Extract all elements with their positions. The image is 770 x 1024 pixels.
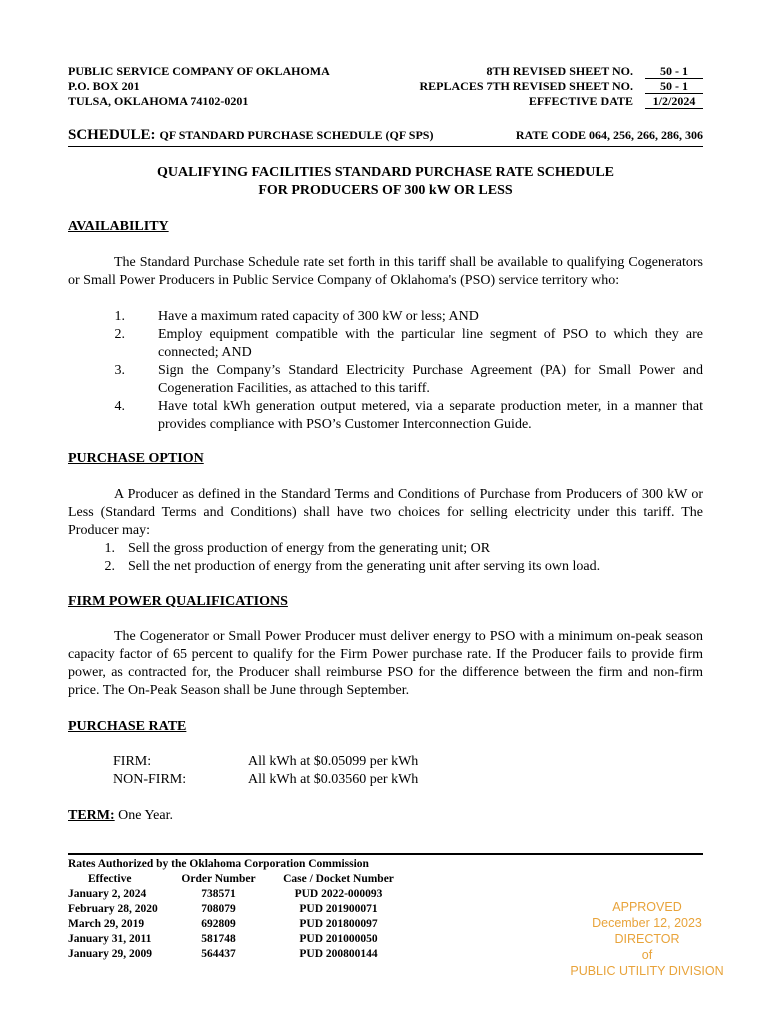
sheet-number-value: 50 - 1: [645, 65, 703, 79]
sheet-info-block: [419, 64, 703, 109]
list-item: [68, 308, 703, 326]
list-item-number: 1.: [104, 541, 115, 556]
list-item-number: 2.: [114, 327, 125, 342]
purchase-rate-table: [68, 753, 703, 789]
table-cell-order: 738571: [201, 888, 236, 900]
replaces-sheet-label: REPLACES 7TH REVISED SHEET NO.: [419, 79, 633, 93]
rate-label: NON-FIRM:: [113, 772, 187, 787]
schedule-line: [68, 126, 703, 147]
purchase-option-intro: A Producer as defined in the Standard Terms and Conditions of Purchase from Producers of 300 kW or Less (Standard Terms and Conditions) shall have two choices for selling electricity under this tariff. The Producer may:: [68, 487, 703, 538]
list-item: [68, 540, 703, 558]
table-cell-case: PUD 200800144: [299, 948, 378, 960]
column-header-case: Case / Docket Number: [283, 873, 394, 885]
purchase-option-list: [68, 540, 703, 576]
document-title: [68, 164, 703, 200]
company-name: PUBLIC SERVICE COMPANY OF OKLAHOMA: [68, 64, 330, 78]
rate-row-non-firm: [68, 771, 703, 789]
term-heading: TERM:: [68, 808, 115, 823]
list-item: [68, 362, 703, 398]
po-box: P.O. BOX 201: [68, 79, 140, 93]
availability-heading: AVAILABILITY: [68, 219, 169, 234]
list-item-number: 1.: [114, 309, 125, 324]
firm-power-text: The Cogenerator or Small Power Producer must deliver energy to PSO with a minimum on-peak season capacity factor of 65 percent to qualify for the Firm Power purchase rate. If the Producer fails to provide firm power, as contracted for, the Producer shall reimburse PSO for the difference between the firm and non-firm price. The On-Peak Season shall be June through September.: [68, 629, 703, 698]
rate-value: All kWh at $0.03560 per kWh: [248, 772, 419, 787]
title-line-2: FOR PRODUCERS OF 300 kW OR LESS: [258, 183, 513, 198]
availability-list: [68, 308, 703, 434]
term-line: [68, 807, 703, 825]
replaces-sheet-row: [419, 79, 703, 94]
list-item-number: 2.: [104, 559, 115, 574]
table-cell-effective: January 31, 2011: [68, 933, 152, 945]
list-item-text: Employ equipment compatible with the particular line segment of PSO to which they are connected; AND: [158, 327, 703, 360]
rate-row-firm: [68, 753, 703, 771]
list-item-text: Sell the gross production of energy from the generating unit; OR: [128, 541, 491, 556]
rate-code: RATE CODE 064, 256, 266, 286, 306: [515, 128, 703, 142]
table-cell-case: PUD 201000050: [299, 933, 378, 945]
list-item-number: 3.: [114, 363, 125, 378]
list-item-text: Have total kWh generation output metered, via a separate production meter, in a manner that provides compliance with PSO’s Customer Interconnection Guide.: [158, 399, 703, 432]
approval-stamp: [563, 899, 731, 979]
table-cell-effective: March 29, 2019: [68, 918, 145, 930]
table-cell-order: 708079: [201, 903, 236, 915]
table-cell-case: PUD 201800097: [299, 918, 378, 930]
list-item-text: Sell the net production of energy from the generating unit after serving its own load.: [128, 559, 601, 574]
approval-line-4: of: [641, 948, 653, 962]
table-cell-order: 581748: [201, 933, 236, 945]
sheet-number-row: [419, 64, 703, 79]
purchase-option-heading: PURCHASE OPTION: [68, 451, 204, 466]
schedule-label: SCHEDULE:: [68, 127, 156, 143]
schedule-name-block: [68, 126, 433, 144]
term-value: One Year.: [118, 808, 174, 823]
rate-value: All kWh at $0.05099 per kWh: [248, 754, 419, 769]
replaces-sheet-value: 50 - 1: [645, 80, 703, 94]
column-header-effective: Effective: [88, 873, 132, 885]
list-item-text: Have a maximum rated capacity of 300 kW or less; AND: [158, 309, 479, 324]
sheet-number-label: 8TH REVISED SHEET NO.: [486, 64, 633, 78]
firm-power-heading: FIRM POWER QUALIFICATIONS: [68, 594, 288, 609]
effective-date-label: EFFECTIVE DATE: [528, 94, 633, 108]
effective-date-value: 1/2/2024: [645, 95, 703, 109]
column-header-order: Order Number: [181, 873, 256, 885]
footer-title: Rates Authorized by the Oklahoma Corporation Commission: [68, 858, 369, 870]
effective-date-row: [419, 94, 703, 109]
table-cell-effective: January 2, 2024: [68, 888, 147, 900]
list-item-number: 4.: [114, 399, 125, 414]
availability-intro: The Standard Purchase Schedule rate set forth in this tariff shall be available to qualifying Cogenerators or Small Power Producers in Public Service Company of Oklahoma's (PSO) service territory who:: [68, 255, 703, 288]
table-cell-effective: February 28, 2020: [68, 903, 158, 915]
table-cell-case: PUD 201900071: [299, 903, 378, 915]
list-item: [68, 558, 703, 576]
company-address-block: [68, 64, 330, 109]
schedule-name: QF STANDARD PURCHASE SCHEDULE (QF SPS): [159, 128, 434, 142]
approval-line-5: PUBLIC UTILITY DIVISION: [570, 964, 724, 978]
approval-line-2: December 12, 2023: [592, 916, 702, 930]
rate-label: FIRM:: [113, 754, 152, 769]
table-cell-case: PUD 2022-000093: [294, 888, 383, 900]
title-line-1: QUALIFYING FACILITIES STANDARD PURCHASE RATE SCHEDULE: [156, 165, 615, 180]
city-address: TULSA, OKLAHOMA 74102-0201: [68, 94, 249, 108]
table-cell-order: 692809: [201, 918, 236, 930]
list-item: [68, 398, 703, 434]
table-cell-effective: January 29, 2009: [68, 948, 153, 960]
approval-line-3: DIRECTOR: [614, 932, 680, 946]
list-item-text: Sign the Company’s Standard Electricity Purchase Agreement (PA) for Small Power and Cogeneration Facilities, as attached to this tariff.: [158, 363, 703, 396]
list-item: [68, 326, 703, 362]
table-cell-order: 564437: [201, 948, 236, 960]
purchase-rate-heading: PURCHASE RATE: [68, 719, 187, 734]
approval-line-1: APPROVED: [612, 900, 682, 914]
